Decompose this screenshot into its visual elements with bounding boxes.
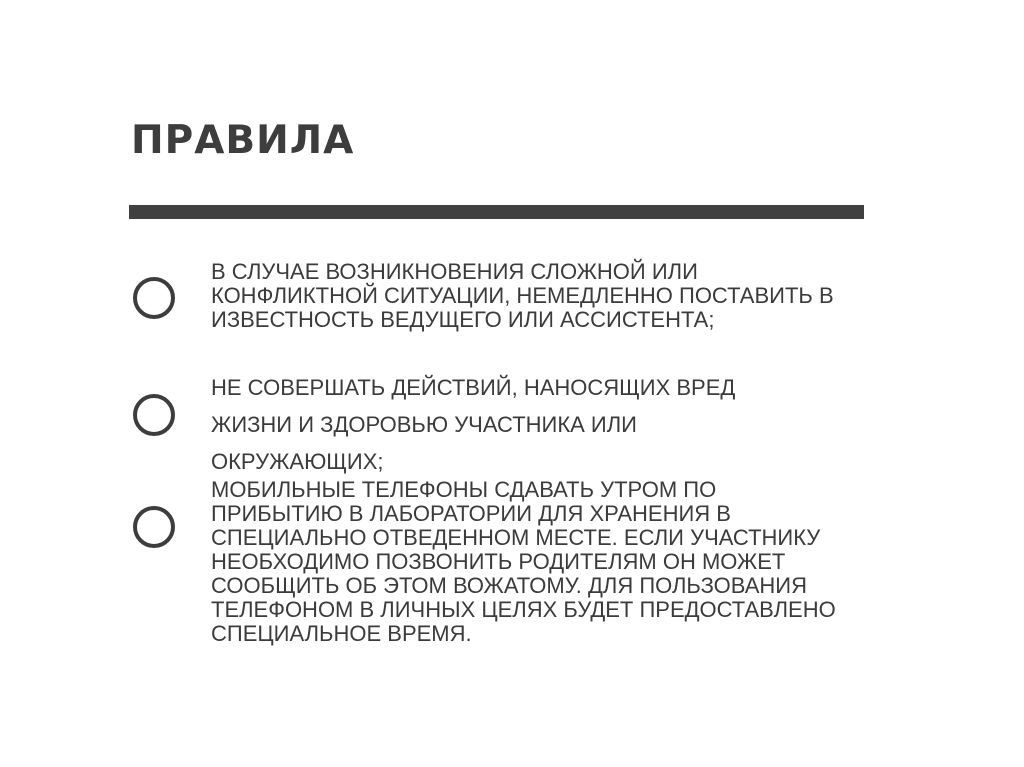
rule-line: В СЛУЧАЕ ВОЗНИКНОВЕНИЯ СЛОЖНОЙ ИЛИ bbox=[211, 259, 698, 284]
rule-item-3 bbox=[211, 478, 836, 646]
circle-bullet-icon bbox=[133, 506, 175, 548]
page-title: ПРАВИЛА bbox=[131, 118, 355, 163]
rule-line: ЖИЗНИ И ЗДОРОВЬЮ УЧАСТНИКА ИЛИ bbox=[211, 412, 637, 437]
circle-bullet-icon bbox=[133, 394, 175, 436]
rule-line: НЕОБХОДИМО ПОЗВОНИТЬ РОДИТЕЛЯМ ОН МОЖЕТ bbox=[211, 549, 786, 574]
rule-line: СПЕЦИАЛЬНО ОТВЕДЕННОМ МЕСТЕ. ЕСЛИ УЧАСТНИКУ bbox=[211, 525, 821, 550]
rule-line: СПЕЦИАЛЬНОЕ ВРЕМЯ. bbox=[211, 621, 472, 646]
rule-line: ОКРУЖАЮЩИХ; bbox=[211, 449, 384, 474]
rule-item-2 bbox=[211, 369, 735, 480]
rule-item-1 bbox=[211, 260, 834, 332]
rule-line: КОНФЛИКТНОЙ СИТУАЦИИ, НЕМЕДЛЕННО ПОСТАВИТЬ В bbox=[211, 283, 834, 308]
rule-line: ТЕЛЕФОНОМ В ЛИЧНЫХ ЦЕЛЯХ БУДЕТ ПРЕДОСТАВЛЕНО bbox=[211, 597, 836, 622]
rule-line: ПРИБЫТИЮ В ЛАБОРАТОРИИ ДЛЯ ХРАНЕНИЯ В bbox=[211, 501, 731, 526]
rule-line: МОБИЛЬНЫЕ ТЕЛЕФОНЫ СДАВАТЬ УТРОМ ПО bbox=[211, 477, 717, 502]
rule-line: ИЗВЕСТНОСТЬ ВЕДУЩЕГО ИЛИ АССИСТЕНТА; bbox=[211, 307, 715, 332]
circle-bullet-icon bbox=[133, 277, 175, 319]
rule-line: СООБЩИТЬ ОБ ЭТОМ ВОЖАТОМУ. ДЛЯ ПОЛЬЗОВАНИЯ bbox=[211, 573, 807, 598]
rule-line: НЕ СОВЕРШАТЬ ДЕЙСТВИЙ, НАНОСЯЩИХ ВРЕД bbox=[211, 375, 736, 400]
title-divider bbox=[129, 205, 864, 219]
